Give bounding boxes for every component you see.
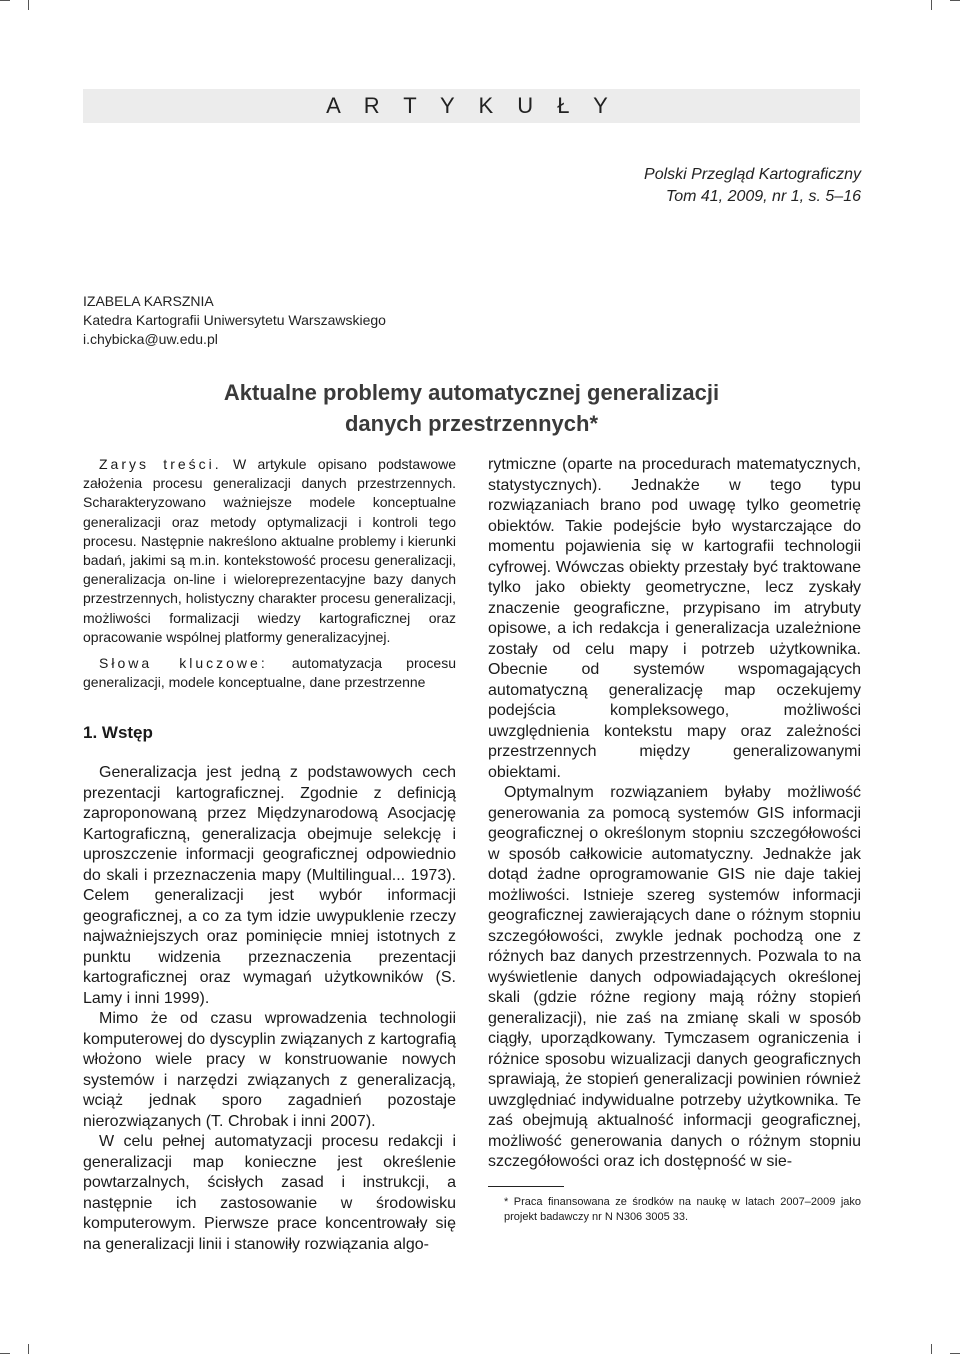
- left-column: [83, 455, 456, 1255]
- footnote: * Praca finansowana ze środków na naukę w latach 2007–2009 jako projekt badawczy nr N N306 3005 33.: [504, 1195, 861, 1223]
- crop-mark: [28, 1344, 29, 1354]
- journal-issue: Tom 41, 2009, nr 1, s. 5–16: [665, 188, 861, 205]
- crop-mark: [0, 0, 10, 1]
- paragraph: W celu pełnej automatyzacji procesu redakcji i generalizacji map konieczne jest określenie powtarzalnych, ścisłych zasad i instrukcji, a następnie ich zastosowanie w środowisku komputerowym. Pierwsze prace koncentrowały się na generalizacji linii i stanowiły rozwiązania algo-: [83, 1133, 456, 1253]
- paragraph: Generalizacja jest jedną z podstawowych cech prezentacji kartograficznej. Zgodnie z definicją zaproponowaną przez Międzynarodową Asocjację Kartograficzną, generalizacja obejmuje selekcję i uproszczenie informacji geograficznej odpowiednio do skali i przeznaczenia mapy (Multilingual... 1973). Celem generalizacji jest wybór informacji geograficznej, a co za tym idzie uwypuklenie rzeczy najważniejszych oraz pominięcie mniej istotnych z punktu widzenia przeznaczenia prezentacji kartograficznej oraz wymagań użytkowników (S. Lamy i inni 1999).: [83, 764, 456, 1007]
- author-email: i.chybicka@uw.edu.pl: [83, 331, 218, 347]
- author-block: [83, 292, 386, 349]
- abstract-lead: Zarys treści.: [99, 456, 222, 472]
- article-title: [83, 377, 860, 439]
- paragraph: Optymalnym rozwiązaniem byłaby możliwość generowania za pomocą systemów GIS informacji geograficznej o określonym stopniu szczegółowości w sposób całkowicie automatyczny. Jednakże jak dotąd żadne oprogramowanie GIS nie daje takiej możliwości. Istnieje szereg systemów informacji geograficznej zawierających dane o różnym stopniu szczegółowości, zwykle jednak pochodzą one z różnych baz danych przestrzennych. Pozwala to na wyświetlenie danych odpowiadających określonej skali (gdzie różne regiony mają różny stopień generalizacji), nie zaś na zmianę skali w sposób ciągły, uporządkowany. Tymczasem ograniczenia i różnice sposobu wizualizacji danych geograficznych sprawiają, że stopień generalizacji powinien również uwzględniać indywidualne potrzeby użytkownika. Te zaś obejmują aktualność informacji geograficznej, możliwość generowania danych o różnym stopniu szczegółowości oraz ich dostępność w sie-: [488, 784, 861, 1170]
- paragraph: rytmiczne (oparte na procedurach matematycznych, statystycznych). Jednakże w tego typu rozwiązaniach brano pod uwagę tylko geometrię obiektów. Takie podejście było wystarczające do momentu pojawienia się w kartografii technologii cyfrowej. Wówczas obiekty przestały być traktowane tylko jako obiekty geometryczne, lecz zyskały znaczenie geograficzne, przypisano im atrybuty opisowe, a ich redakcja i generalizacja uzależnione zostały od celu mapy i potrzeb użytkownika. Obecnie od systemów wspomagających automatyczną generalizację map oczekujemy podejścia kompleksowego, możliwości uwzględnienia kontekstu mapy oraz zależności przestrzennych między generalizowanymi obiektami.: [488, 456, 861, 781]
- right-column: [488, 455, 861, 1225]
- title-line-1: Aktualne problemy automatycznej generalizacji: [223, 380, 720, 405]
- crop-mark: [950, 0, 960, 1]
- keywords-lead: Słowa kluczowe:: [99, 655, 268, 672]
- section-heading: 1. Wstęp: [83, 723, 153, 743]
- crop-mark: [931, 1344, 932, 1354]
- author-name: IZABELA KARSZNIA: [83, 293, 214, 309]
- section-header-band: [83, 89, 860, 123]
- footnote-rule: [488, 1186, 564, 1187]
- paragraph: Mimo że od czasu wprowadzenia technologii komputerowej do dyscyplin związanych z kartografią włożono wiele pracy w konstruowanie nowych systemów i narzędzi związanych z generalizacją, wciąż jednak sporo zagadnień pozostaje nierozwiązanych (T. Chrobak i inni 2007).: [83, 1010, 456, 1130]
- journal-info: [644, 164, 861, 208]
- keywords-text: automatyzacja procesu generalizacji, modele konceptualne, dane przestrzenne: [83, 655, 456, 691]
- section-header: A R T Y K U Ł Y: [326, 93, 617, 118]
- journal-name: Polski Przegląd Kartograficzny: [644, 166, 861, 183]
- crop-mark: [28, 0, 29, 10]
- title-line-2: danych przestrzennych*: [344, 411, 599, 436]
- abstract: [83, 455, 456, 647]
- crop-mark: [931, 0, 932, 10]
- author-affiliation: Katedra Kartografii Uniwersytetu Warszawskiego: [83, 312, 386, 328]
- abstract-text: W artykule opisano podstawowe założenia procesu generalizacji danych przestrzennych. Scharakteryzowano ważniejsze modele konceptualne generalizacji oraz metody optymalizacji i kontroli tego procesu. Następnie nakreślono aktualne problemy i kierunki badań, jakimi są m.in. kontekstowość procesu generalizacji, generalizacja on-line i wieloreprezentacyjne bazy danych przestrzennych, holistyczny charakter procesu generalizacji, możliwości formalizacji wiedzy kartograficznej oraz opracowanie wspólnej platformy generalizacyjnej.: [83, 456, 456, 645]
- left-body: [83, 763, 456, 1255]
- right-body: [488, 455, 861, 1173]
- keywords: [83, 654, 456, 692]
